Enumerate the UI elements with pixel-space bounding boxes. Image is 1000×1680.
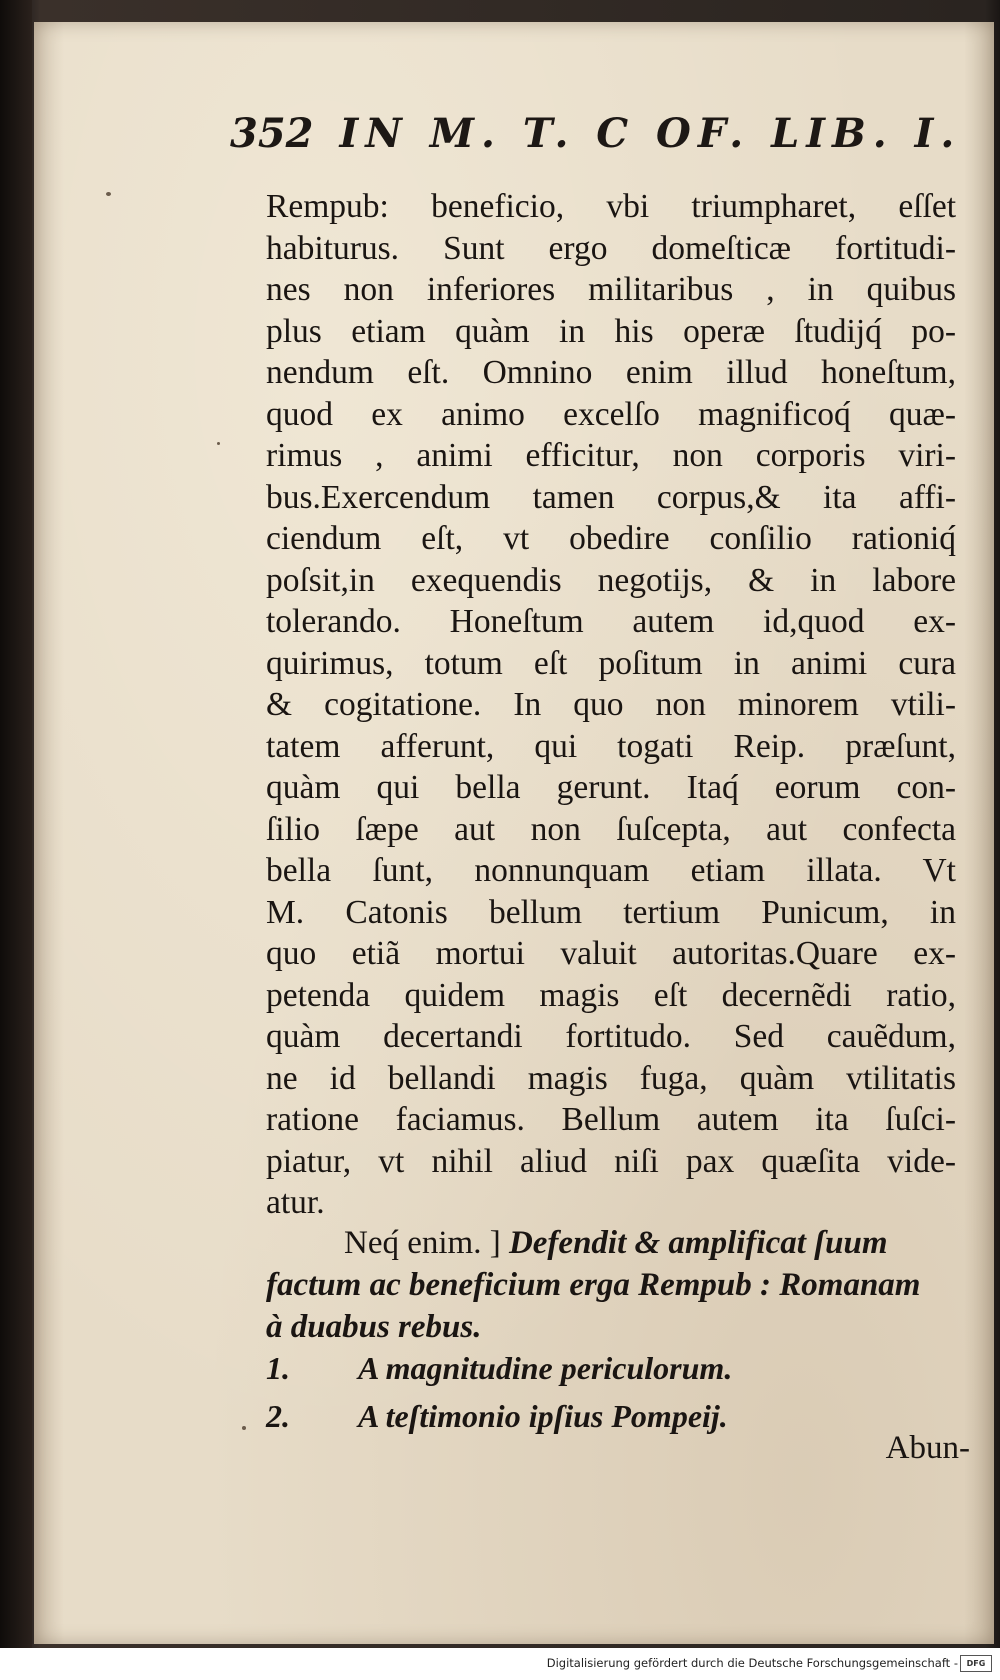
note-text: factum ac beneficium erga Rempub : Romanam bbox=[266, 1267, 921, 1303]
note-lemma: Neq́ enim. ] bbox=[344, 1225, 501, 1261]
text-line: M. Catonis bellum tertium Punicum, in bbox=[266, 893, 956, 931]
text-line: poſsit,in exequendis negotijs, & in labore bbox=[266, 561, 956, 599]
text-line: quirimus, totum eſt poſitum in animi cura bbox=[266, 644, 956, 682]
text-line: petenda quidem magis eſt decernẽdi ratio, bbox=[266, 976, 956, 1014]
text-line: ciendum eſt, vt obedire conſilio rationiq́ bbox=[266, 520, 956, 557]
paper-speck bbox=[217, 442, 220, 445]
text-line: atur. bbox=[266, 1184, 325, 1221]
text-line: ſilio ſæpe aut non ſuſcepta, aut confecta bbox=[266, 810, 956, 848]
text-line: quàm decertandi fortitudo. Sed cauẽdum, bbox=[266, 1018, 956, 1055]
text-line: piatur, vt nihil aliud niſi pax quæſita vide- bbox=[266, 1142, 956, 1180]
book-spine bbox=[0, 0, 32, 1648]
page-number: 352 bbox=[230, 110, 314, 157]
text-line: quod ex animo excelſo magnificoq́ quæ- bbox=[266, 395, 956, 433]
running-title: IN M. T. C OF. LIB. I. bbox=[339, 110, 962, 157]
text-line: bella ſunt, nonnunquam etiam illata. Vt bbox=[266, 852, 956, 889]
body-text bbox=[266, 186, 956, 1224]
dfg-logo: DFG bbox=[960, 1655, 992, 1672]
paper-speck bbox=[106, 192, 111, 196]
text-line: ne id bellandi magis fuga, quàm vtilitatis bbox=[266, 1059, 956, 1097]
text-line: habiturus. Sunt ergo domeſticæ fortitudi- bbox=[266, 229, 956, 267]
text-line: nendum eſt. Omnino enim illud honeſtum, bbox=[266, 354, 956, 391]
text-line: quàm qui bella gerunt. Itaq́ eorum con- bbox=[266, 769, 956, 806]
text-line: tolerando. Honeſtum autem id,quod ex- bbox=[266, 603, 956, 640]
text-line: tatem afferunt, qui togati Reip. præſunt, bbox=[266, 727, 956, 765]
text-line: & cogitatione. In quo non minorem vtili- bbox=[266, 686, 956, 723]
enumeration-number: 2. bbox=[266, 1398, 290, 1434]
running-header bbox=[230, 110, 962, 157]
text-line: ratione faciamus. Bellum autem ita ſuſci- bbox=[266, 1101, 956, 1138]
text-line: quo etiã mortui valuit autoritas.Quare ex- bbox=[266, 935, 956, 972]
commentary-note bbox=[266, 1222, 956, 1348]
text-line: bus.Exercendum tamen corpus,& ita affi- bbox=[266, 478, 956, 516]
catchword: Abun- bbox=[885, 1430, 970, 1466]
text-line: plus etiam quàm in his operæ ſtudijq́ po- bbox=[266, 312, 956, 350]
enumeration-number: 1. bbox=[266, 1350, 290, 1386]
funding-credit: Digitalisierung gefördert durch die Deutsche Forschungsgemeinschaft - bbox=[546, 1656, 958, 1670]
enumeration-text: A magnitudine periculorum. bbox=[358, 1350, 733, 1386]
note-text: Defendit & amplificat ſuum bbox=[508, 1225, 888, 1261]
enumeration-text: A teſtimonio ipſius Pompeij. bbox=[358, 1398, 728, 1434]
paper-speck bbox=[242, 1426, 246, 1430]
text-line: nes non inferiores militaribus , in quibus bbox=[266, 271, 956, 308]
enumeration-item bbox=[266, 1350, 732, 1387]
text-line: Rempub: beneficio, vbi triumpharet, eſſet bbox=[266, 188, 956, 225]
note-text: à duabus rebus. bbox=[266, 1309, 482, 1345]
enumeration-item bbox=[266, 1398, 728, 1435]
text-line: rimus , animi efficitur, non corporis viri- bbox=[266, 437, 956, 474]
footer-bar bbox=[0, 1648, 1000, 1680]
note-first-line bbox=[266, 1222, 956, 1264]
